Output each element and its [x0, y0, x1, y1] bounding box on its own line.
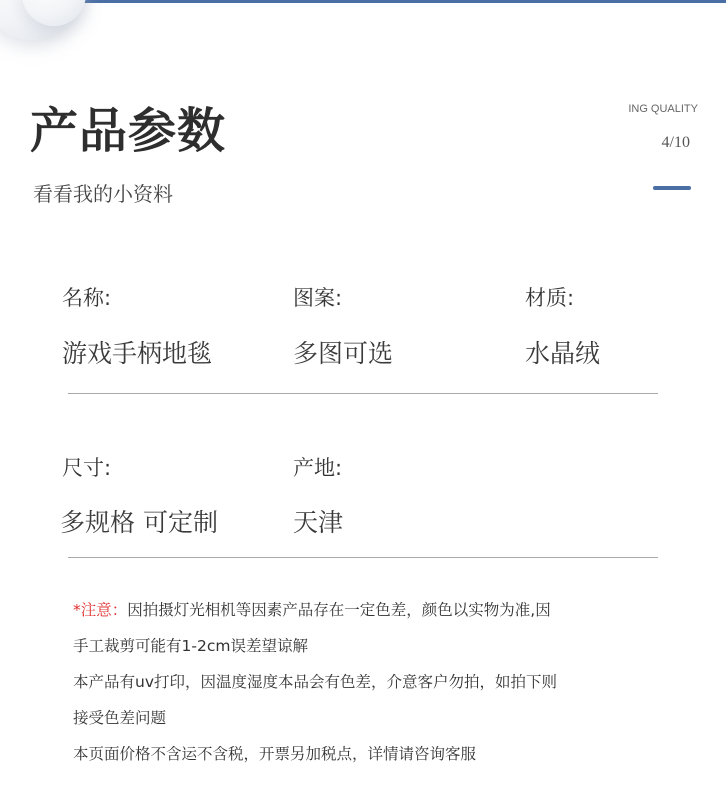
note-line-4: 接受色差问题: [73, 709, 167, 727]
param-value-name: 游戏手柄地毯: [62, 339, 213, 368]
note-line-2: 手工裁剪可能有1-2cm误差望谅解: [73, 637, 308, 655]
note-text: 因拍摄灯光相机等因素产品存在一定色差，颜色以实物为准,因: [127, 601, 551, 619]
param-label-pattern: 图案:: [293, 286, 343, 310]
divider: [68, 393, 658, 394]
page-number: 4/10: [661, 134, 690, 151]
param-label-size: 尺寸:: [62, 456, 112, 480]
divider: [68, 557, 658, 558]
quality-badge-label: ING QUALITY: [628, 103, 698, 115]
warning-label: *注意：: [73, 601, 128, 619]
note-line-3: 本产品有uv打印，因温度湿度本品会有色差，介意客户勿拍，如拍下则: [73, 673, 557, 691]
page-title: 产品参数: [30, 103, 227, 159]
notes-block: [73, 592, 673, 772]
page-subtitle: 看看我的小资料: [33, 182, 173, 206]
param-label-material: 材质:: [525, 286, 575, 310]
param-label-name: 名称:: [62, 286, 112, 310]
note-line-1: [73, 592, 673, 628]
top-border-line: [0, 0, 726, 3]
note-line-5: 本页面价格不含运不含税，开票另加税点，详情请咨询客服: [73, 745, 477, 763]
param-value-size: 多规格 可定制: [60, 508, 218, 537]
param-value-material: 水晶绒: [525, 339, 601, 368]
param-value-origin: 天津: [293, 508, 344, 537]
param-value-pattern: 多图可选: [293, 339, 394, 368]
accent-bar: [653, 186, 691, 190]
param-label-origin: 产地:: [293, 456, 343, 480]
